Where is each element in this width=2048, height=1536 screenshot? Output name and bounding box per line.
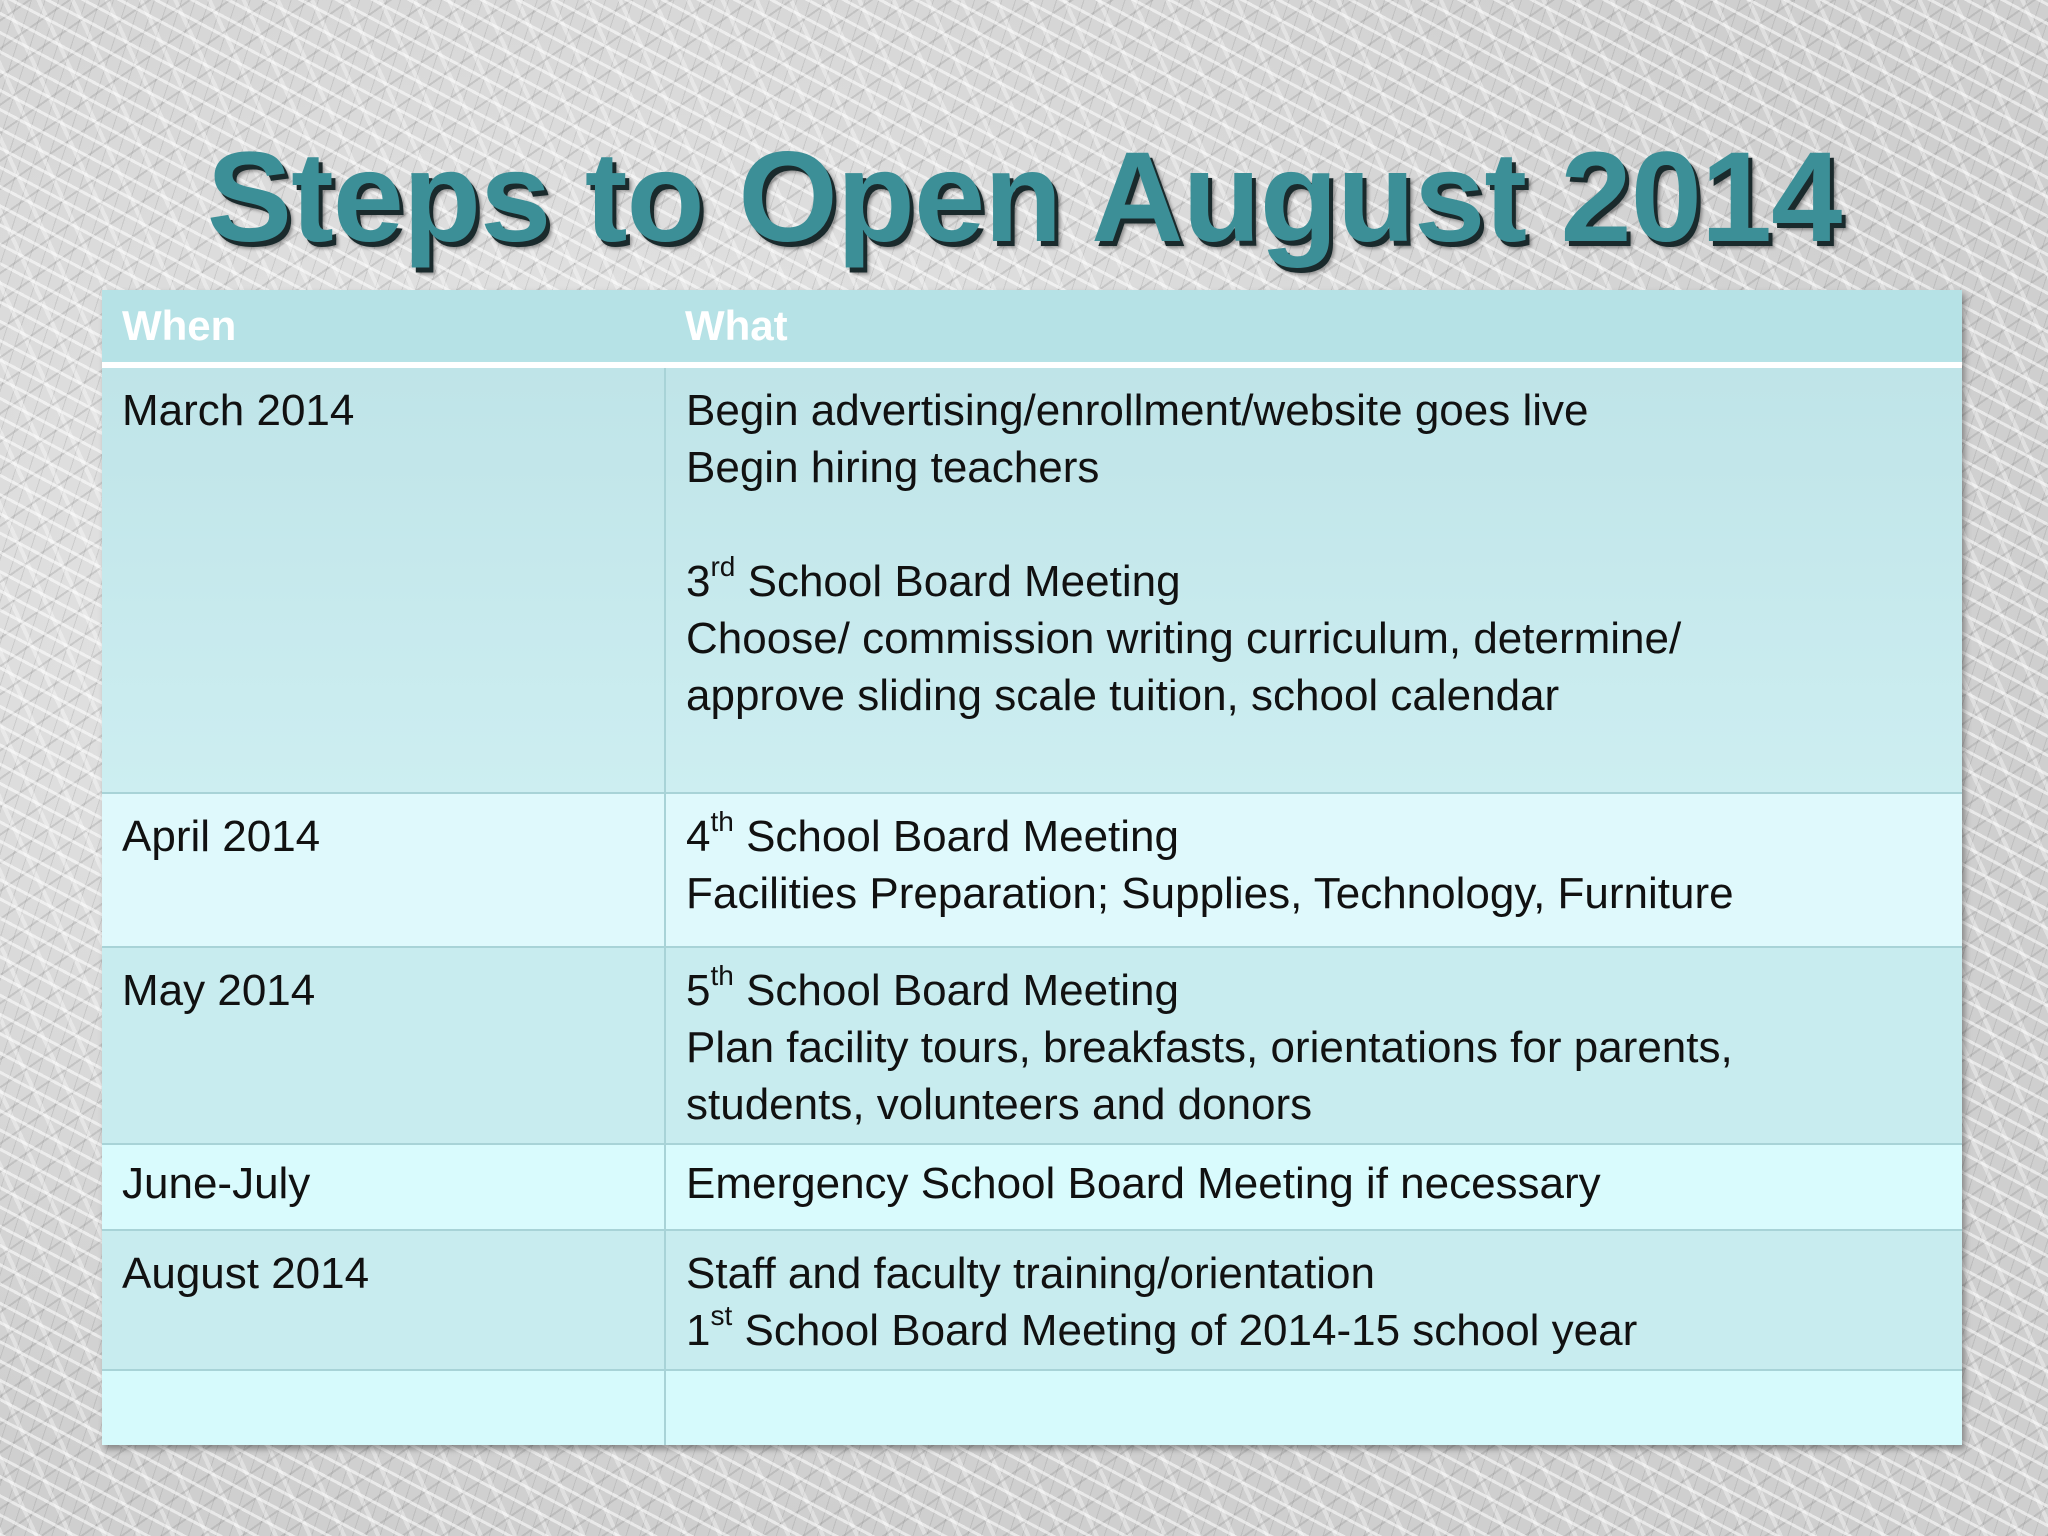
when-cell: April 2014 [102,793,665,947]
spacer [686,496,1942,553]
what-cell [665,793,1962,947]
table-header-row [102,290,1962,365]
when-cell: March 2014 [102,365,665,793]
task-line: Choose/ commission writing curriculum, determine/ [686,614,1682,663]
task-line: students, volunteers and donors [686,1080,1313,1129]
what-cell [665,365,1962,793]
task-line: 3rd School Board Meeting [686,551,1181,606]
what-cell [665,1144,1962,1230]
task-line: 1st School Board Meeting of 2014-15 school year [686,1300,1638,1355]
table-row-august [102,1230,1962,1370]
task-line: 4th School Board Meeting [686,806,1179,861]
what-cell [665,1370,1962,1445]
task-line: Plan facility tours, breakfasts, orientations for parents, [686,1023,1733,1072]
when-cell: May 2014 [102,947,665,1144]
header-when: When [102,290,665,365]
what-cell [665,1230,1962,1370]
timeline-table [102,290,1962,1445]
task-line: Emergency School Board Meeting if necessary [686,1159,1601,1208]
task-line: Begin hiring teachers [686,443,1100,492]
task-line: Begin advertising/enrollment/website goes live [686,386,1589,435]
slide-title: Steps to Open August 2014 [206,126,1842,269]
header-what: What [665,290,1962,365]
table-row-may [102,947,1962,1144]
table-row-march [102,365,1962,793]
task-line: Staff and faculty training/orientation [686,1249,1375,1298]
table-row-empty [102,1370,1962,1445]
table-row-june-july [102,1144,1962,1230]
table-row-april [102,793,1962,947]
when-cell: August 2014 [102,1230,665,1370]
when-cell: June-July [102,1144,665,1230]
what-cell [665,947,1962,1144]
task-line: 5th School Board Meeting [686,960,1179,1015]
task-line: approve sliding scale tuition, school calendar [686,671,1560,720]
task-line: Facilities Preparation; Supplies, Technology, Furniture [686,869,1734,918]
when-cell [102,1370,665,1445]
